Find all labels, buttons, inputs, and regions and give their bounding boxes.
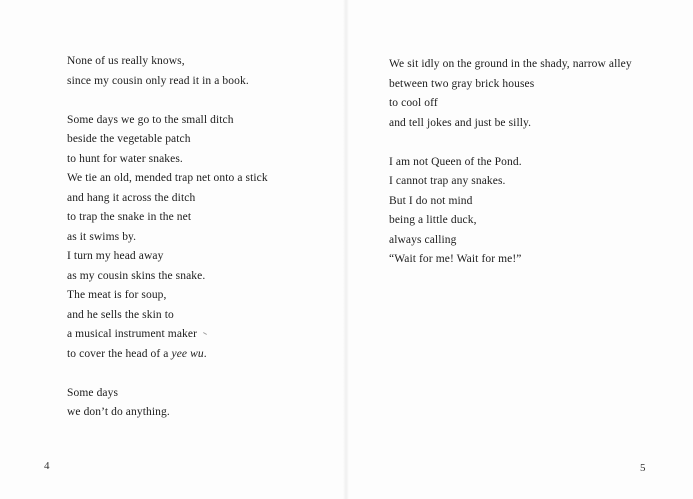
poem-line: and hang it across the ditch — [67, 191, 196, 204]
poem-line: We tie an old, mended trap net onto a stick — [67, 172, 268, 184]
poem-line: Some days we go to the small ditch — [67, 113, 234, 126]
poem-line: None of us really knows, — [67, 55, 185, 67]
poem-line: I cannot trap any snakes. — [389, 175, 506, 187]
poem-line: between two gray brick houses — [389, 77, 535, 90]
poem-line: always calling — [389, 233, 457, 246]
poem-line: as it swims by. — [67, 230, 137, 243]
stanza-break — [389, 133, 669, 153]
poem-line: I turn my head away — [67, 250, 164, 262]
page-gutter — [343, 0, 349, 499]
poem-line: beside the vegetable patch — [67, 133, 191, 145]
poem-line: to hunt for water snakes. — [67, 152, 183, 165]
right-page-text — [389, 55, 669, 270]
poem-line: to trap the snake in the net — [67, 211, 192, 223]
stanza-break — [67, 91, 327, 111]
poem-line: “Wait for me! Wait for me!” — [389, 253, 522, 265]
line-suffix: . — [203, 347, 207, 360]
line-prefix: to cover the head of a — [67, 347, 172, 360]
poem-line: being a little duck, — [389, 214, 477, 226]
page-number-right: 5 — [640, 462, 646, 474]
poem-line: I am not Queen of the Pond. — [389, 155, 522, 168]
poem-line: and he sells the skin to — [67, 308, 174, 321]
poem-line: to cool off — [389, 97, 438, 109]
poem-line-with-italic — [67, 345, 327, 365]
left-page-text — [67, 52, 327, 423]
italic-term: yee wu — [171, 347, 204, 360]
poem-line: and tell jokes and just be silly. — [389, 116, 532, 129]
poem-line: Some days — [67, 386, 119, 399]
poem-line: But I do not mind — [389, 194, 473, 207]
poem-line: since my cousin only read it in a book. — [67, 74, 249, 87]
poem-line: We sit idly on the ground in the shady, narrow alley — [389, 58, 632, 70]
poem-line: a musical instrument maker — [67, 328, 198, 340]
poem-line: The meat is for soup, — [67, 289, 167, 301]
poem-line: we don’t do anything. — [67, 406, 170, 418]
page-number-left: 4 — [44, 460, 50, 472]
poem-line: as my cousin skins the snake. — [67, 269, 206, 282]
stanza-break — [67, 364, 327, 384]
